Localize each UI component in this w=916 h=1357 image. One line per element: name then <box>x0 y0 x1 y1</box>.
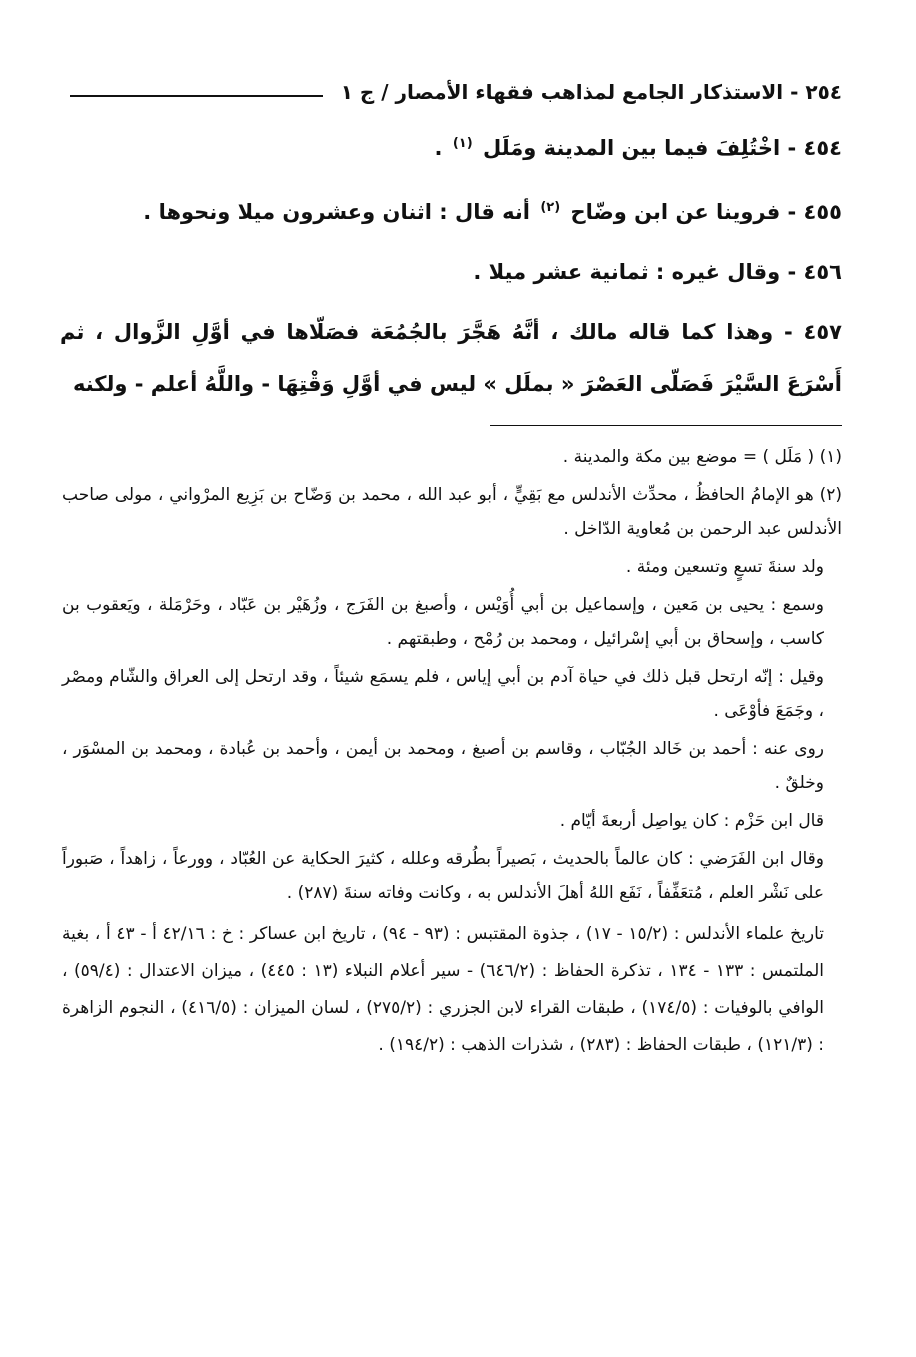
paragraph-457 <box>60 306 842 410</box>
footnote-2-born: ولد سنةَ تسعٍ وتسعين ومئة . <box>625 557 824 577</box>
footnote-separator <box>490 425 842 426</box>
paragraph-454-text: ٤٥٤ - اخْتُلِفَ فيما بين المدينة ومَلَل <box>482 136 842 160</box>
paragraph-456 <box>60 246 842 298</box>
header-title: ٢٥٤ - الاستذكار الجامع لمذاهب فقهاء الأمصار / ج ١ <box>340 80 842 104</box>
footnote-2-narrated: روى عنه : أحمد بن خَالد الجُبّاب ، وقاسم بن أصبغ ، ومحمد بن أيمن ، وأحمد بن عُبادة ، ومحمد بن المسْوَر ، وخلقٌ . <box>62 739 824 793</box>
footnote-2-ibn-faradi: وقال ابن الفَرَضي : كان عالماً بالحديث ، بَصيراً بطُرقه وعلله ، كثيرَ الحكاية عن العُبّاد ، وورعاً ، زاهداً ، صَبوراً على نَشْر العلم ، مُتعَفِّفاً ، نَفَع اللهُ أهلَ الأندلس به ، وكانت وفاته سنةَ (٢٨٧) . <box>62 849 824 903</box>
footnote-2-said: وقيل : إنّه ارتحل قبل ذلك في حياة آدم بن أبي إياس ، فلم يسمَع شيئاً ، وقد ارتحل إلى العراق والشّام ومصْر ، وجَمَعَ فأوْعَى . <box>62 667 824 721</box>
footnote-2-heard: وسمع : يحيى بن مَعين ، وإسماعيل بن أبي أُوَيْس ، وأصبغ بن الفَرَج ، وزُهَيْر بن عَبّاد ، وحَرْمَلة ، ويَعقوب بن كاسب ، وإسحاق بن أبي إسْرائيل ، ومحمد بن رُمْح ، وطبقتهم . <box>62 595 824 649</box>
footnote-2: (٢) هو الإمامُ الحافظُ ، محدِّث الأندلس مع بَقِيٍّ ، أبو عبد الله ، محمد بن وَضّاح بن بَزِيع المرْواني ، مولى صاحب الأندلس عبد الرحمن بن مُعاوية الدّاخل . <box>62 485 842 539</box>
main-text <box>60 112 842 418</box>
paragraph-455 <box>60 182 842 238</box>
header-rule <box>70 95 323 97</box>
footnote-ref-2: (٢) <box>540 200 561 215</box>
paragraph-456-text: ٤٥٦ - وقال غيره : ثمانية عشر ميلا . <box>473 260 842 284</box>
footnote-1: (١) ( مَلَل ) = موضع بين مكة والمدينة . <box>562 447 842 467</box>
footnotes <box>62 440 842 1068</box>
paragraph-457-text: ٤٥٧ - وهذا كما قاله مالك ، أنَّهُ هَجَّرَ بالجُمُعَة فصَلّاها في أوَّلِ الزَّوال ، ثم أَسْرَعَ السَّيْرَ فَصَلّى العَصْرَ « بملَل » ليس في أوَّلِ وَقْتِهَا - واللَّهُ أعلم - ولكنه <box>60 320 842 396</box>
running-header <box>70 72 842 112</box>
footnote-2-references: تاريخ علماء الأندلس : (١٥/٢ - ١٧) ، جذوة المقتبس : (٩٣ - ٩٤) ، تاريخ ابن عساكر : خ : ٤٢/١٦ أ - ٤٣ أ ، بغية الملتمس : ١٣٣ - ١٣٤ ، تذكرة الحفاظ : (٦٤٦/٢) - سير أعلام النبلاء (١٣ : ٤٤٥) ، ميزان الاعتدال : (٥٩/٤) ، الوافي بالوفيات : (١٧٤/٥) ، طبقات القراء لابن الجزري : (٢٧٥/٢) ، لسان الميزان : (٤١٦/٥) ، النجوم الزاهرة : (١٢١/٣) ، طبقات الحفاظ : (٢٨٣) ، شذرات الذهب : (١٩٤/٢) . <box>62 924 825 1055</box>
footnote-2-ibn-hazm: قال ابن حَزْم : كان يواصِل أربعةَ أيّام . <box>559 811 824 831</box>
footnote-ref-1: (١) <box>452 136 473 151</box>
paragraph-454-end: . <box>434 136 443 160</box>
paragraph-454 <box>60 118 842 174</box>
paragraph-455-text: ٤٥٥ - فروينا عن ابن وضّاح <box>570 200 842 224</box>
paragraph-455-rest: أنه قال : اثنان وعشرون ميلا ونحوها . <box>143 200 530 224</box>
